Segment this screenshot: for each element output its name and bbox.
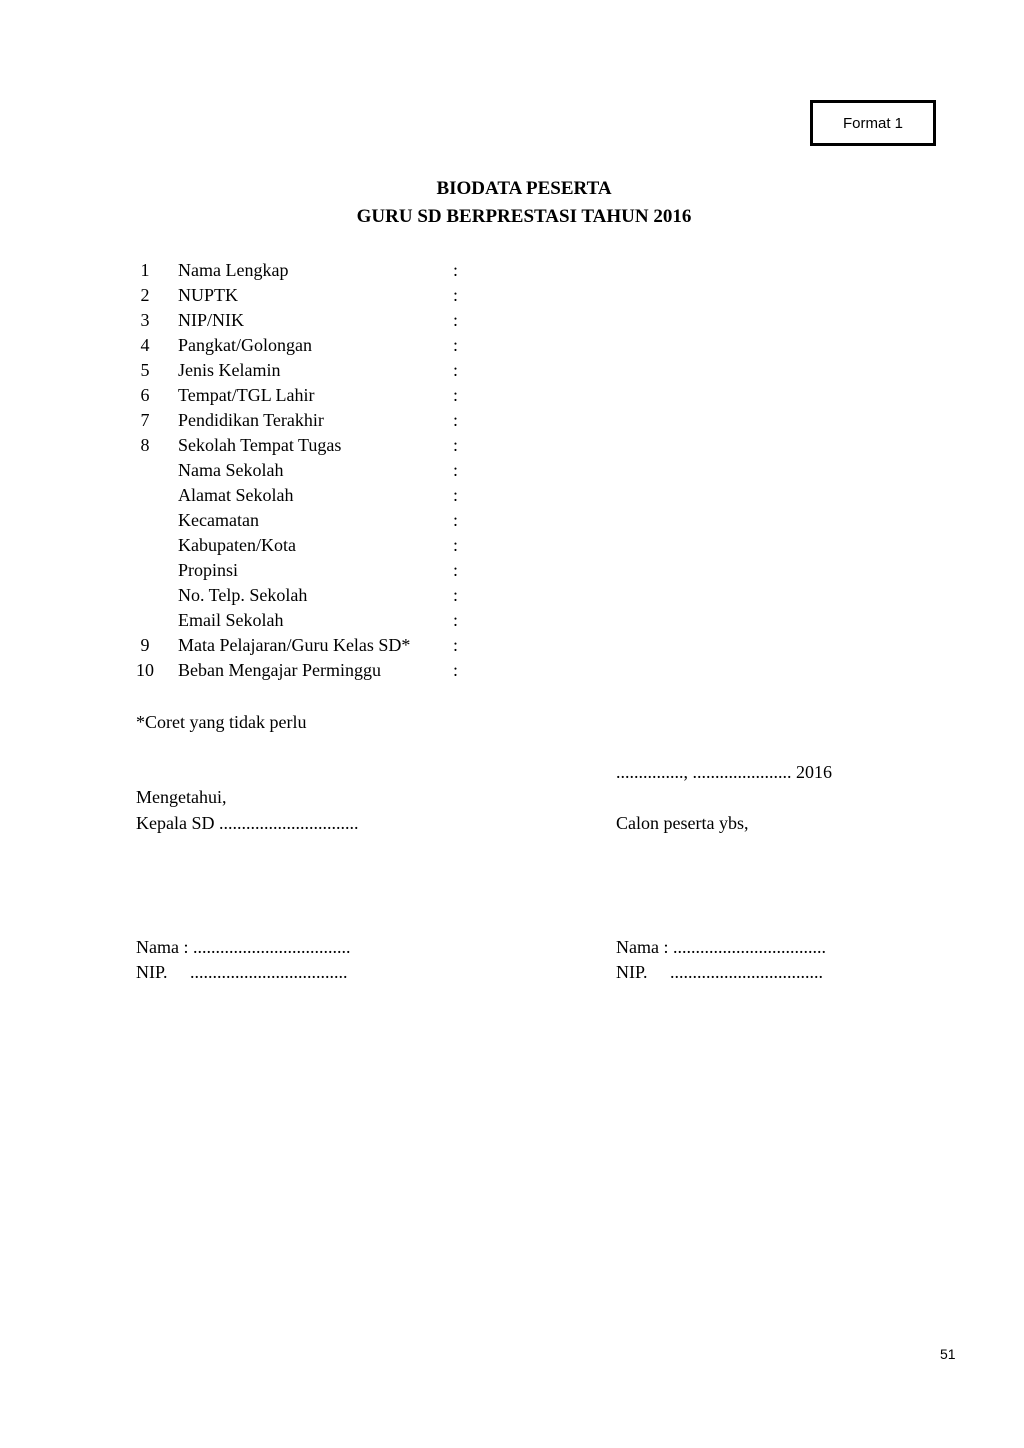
footnote: *Coret yang tidak perlu (136, 712, 307, 732)
field-number: 5 (140, 360, 150, 380)
field-number: 10 (136, 660, 154, 680)
page-number: 51 (940, 1346, 956, 1362)
field-colon: : (453, 610, 459, 630)
field-colon: : (453, 360, 459, 380)
field-label: NIP/NIK (178, 310, 244, 330)
field-row (130, 308, 550, 333)
field-row (130, 333, 550, 358)
date-line: ..............., ...................... 2016 (616, 762, 832, 782)
right-signature-nip: NIP. .................................. (616, 962, 824, 982)
field-label: Mata Pelajaran/Guru Kelas SD* (178, 635, 411, 655)
field-row (130, 433, 550, 458)
field-label: Pendidikan Terakhir (178, 410, 324, 430)
field-label: Alamat Sekolah (178, 485, 294, 505)
field-label: Propinsi (178, 560, 239, 580)
field-row (130, 483, 550, 508)
field-row (130, 533, 550, 558)
field-colon: : (453, 635, 459, 655)
field-label: Tempat/TGL Lahir (178, 385, 315, 405)
field-row (130, 408, 550, 433)
mengetahui-text: Mengetahui, (136, 787, 227, 807)
format-label: Format 1 (842, 114, 903, 132)
field-number: 1 (140, 260, 150, 280)
field-colon: : (453, 385, 459, 405)
field-row (130, 608, 550, 633)
field-colon: : (453, 310, 459, 330)
field-colon: : (453, 435, 459, 455)
left-signature-name: Nama : ................................... (136, 937, 351, 957)
field-colon: : (453, 585, 459, 605)
field-number: 4 (140, 335, 150, 355)
left-signature-nip: NIP. ................................... (136, 962, 348, 982)
field-row (130, 458, 550, 483)
field-colon: : (453, 410, 459, 430)
field-label: Sekolah Tempat Tugas (178, 435, 342, 455)
field-colon: : (453, 285, 459, 305)
biodata-field-list (130, 258, 550, 683)
field-colon: : (453, 335, 459, 355)
field-colon: : (453, 560, 459, 580)
field-colon: : (453, 460, 459, 480)
field-label: NUPTK (178, 285, 239, 305)
field-row (130, 383, 550, 408)
field-label: Kabupaten/Kota (178, 535, 296, 555)
field-number: 6 (140, 385, 150, 405)
field-number: 7 (140, 410, 150, 430)
field-colon: : (453, 660, 459, 680)
field-row (130, 558, 550, 583)
field-label: Kecamatan (178, 510, 259, 530)
field-number: 3 (140, 310, 150, 330)
field-number: 2 (140, 285, 150, 305)
field-colon: : (453, 510, 459, 530)
field-label: No. Telp. Sekolah (178, 585, 308, 605)
field-number: 9 (140, 635, 150, 655)
field-label: Nama Sekolah (178, 460, 284, 480)
field-label: Nama Lengkap (178, 260, 289, 280)
field-row (130, 258, 550, 283)
field-colon: : (453, 260, 459, 280)
field-label: Beban Mengajar Perminggu (178, 660, 381, 680)
field-label: Pangkat/Golongan (178, 335, 312, 355)
format-label-box (810, 100, 936, 146)
field-colon: : (453, 535, 459, 555)
document-title: BIODATA PESERTA (436, 178, 612, 199)
field-row (130, 283, 550, 308)
kepala-sd-role: Kepala SD ............................... (136, 813, 359, 833)
field-colon: : (453, 485, 459, 505)
field-label: Jenis Kelamin (178, 360, 281, 380)
field-row (130, 658, 550, 683)
right-signature-name: Nama : .................................. (616, 937, 826, 957)
field-label: Email Sekolah (178, 610, 284, 630)
document-subtitle: GURU SD BERPRESTASI TAHUN 2016 (356, 206, 692, 227)
field-row (130, 633, 550, 658)
field-row (130, 508, 550, 533)
field-row (130, 583, 550, 608)
calon-peserta-role: Calon peserta ybs, (616, 813, 749, 833)
field-number: 8 (140, 435, 150, 455)
field-row (130, 358, 550, 383)
